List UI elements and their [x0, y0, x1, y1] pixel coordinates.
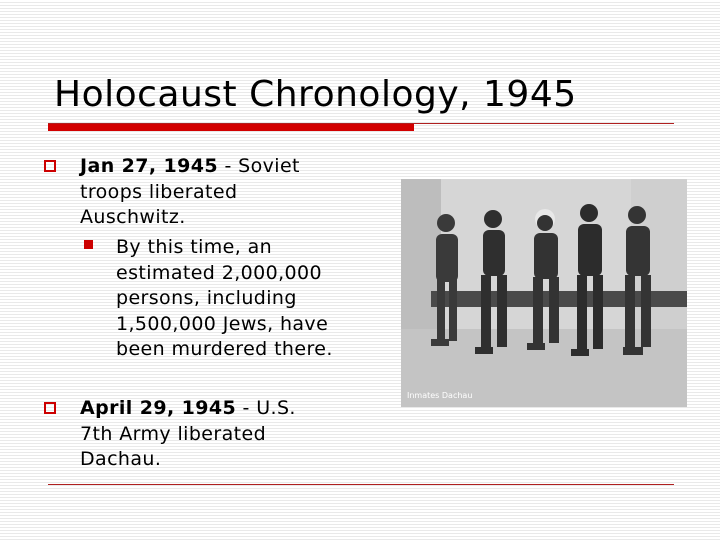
- bullet-2-line-1-rest: - U.S.: [236, 397, 296, 419]
- bullet-1-date: Jan 27, 1945: [80, 155, 218, 177]
- bullet-1-line-2: troops liberated: [80, 180, 238, 203]
- bullet-1-line-3: Auschwitz.: [80, 206, 186, 228]
- sub-bullet-line-3: persons, including: [116, 287, 297, 309]
- bullet-2-line-1: [80, 396, 296, 422]
- photo-caption: Inmates Dachau: [407, 391, 473, 400]
- dachau-survivors-photo: [401, 179, 687, 407]
- bullet-2-text: [80, 396, 296, 473]
- sub-bullet-square-icon: [84, 240, 93, 249]
- bullet-2-line-2: 7th Army liberated: [80, 422, 267, 445]
- bullet-square-icon: [44, 160, 56, 172]
- sub-bullet-line-1: By this time, an: [116, 236, 273, 258]
- footer-rule: [48, 484, 674, 485]
- sub-bullet-line-2: estimated 2,000,000: [116, 261, 323, 284]
- title-underline-accent: [48, 124, 414, 131]
- bullet-1-text: [80, 154, 300, 231]
- bullet-2-date: April 29, 1945: [80, 397, 237, 419]
- bullet-square-icon: [44, 402, 56, 414]
- bullet-2-line-3: Dachau.: [80, 448, 162, 470]
- slide-title: Holocaust Chronology, 1945: [54, 74, 577, 115]
- bullet-1-line-1-rest: - Soviet: [218, 155, 300, 177]
- bullet-1-line-1: [80, 154, 300, 180]
- sub-bullet-line-5: been murdered there.: [116, 338, 333, 360]
- sub-bullet-1-text: [116, 235, 333, 363]
- sub-bullet-line-4: 1,500,000 Jews, have: [116, 312, 329, 335]
